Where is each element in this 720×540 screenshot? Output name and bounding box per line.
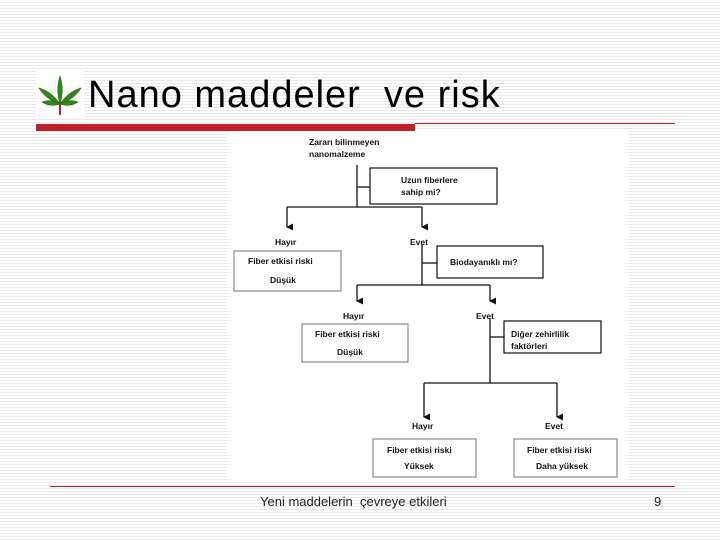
r4-label-line2: Daha yüksek — [536, 461, 588, 471]
r4-label-line1: Fiber etkisi riski — [527, 445, 592, 455]
title-underline — [415, 123, 675, 124]
slide-title: Nano maddeler ve risk — [88, 74, 501, 116]
q1-no-label: Hayır — [275, 237, 297, 247]
footer-divider — [50, 486, 675, 487]
question-box-long-fibers — [370, 168, 497, 204]
q3-label-line2: faktörleri — [511, 341, 548, 351]
r2-label-line1: Fiber etkisi riski — [315, 329, 380, 339]
footer-caption: Yeni maddelerin çevreye etkileri — [260, 494, 447, 509]
r3-label-line2: Yüksek — [404, 461, 434, 471]
q3-label-line1: Diğer zehirlilik — [511, 329, 570, 339]
flowchart — [229, 131, 627, 480]
q2-no-label: Hayır — [343, 311, 365, 321]
page-number: 9 — [654, 494, 662, 509]
green-leaf-icon — [36, 70, 84, 118]
q3-yes-label: Evet — [545, 421, 563, 431]
r1-label-line2: Düşük — [270, 275, 296, 285]
q1-label-line1: Uzun fiberlere — [401, 175, 458, 185]
q1-label-line2: sahip mi? — [401, 187, 441, 197]
q2-yes-label: Evet — [476, 311, 494, 321]
r3-label-line1: Fiber etkisi riski — [387, 445, 452, 455]
flowchart-panel — [229, 131, 627, 480]
r1-label-line1: Fiber etkisi riski — [248, 256, 313, 266]
q3-no-label: Hayır — [412, 421, 434, 431]
q1-yes-label: Evet — [410, 237, 428, 247]
title-accent-bar — [36, 124, 415, 131]
logo — [36, 70, 84, 118]
q2-label: Biodayanıklı mı? — [450, 257, 518, 267]
root-label-line2: nanomalzeme — [309, 149, 366, 159]
r2-label-line2: Düşük — [337, 347, 363, 357]
root-label-line1: Zararı bilinmeyen — [309, 137, 380, 147]
